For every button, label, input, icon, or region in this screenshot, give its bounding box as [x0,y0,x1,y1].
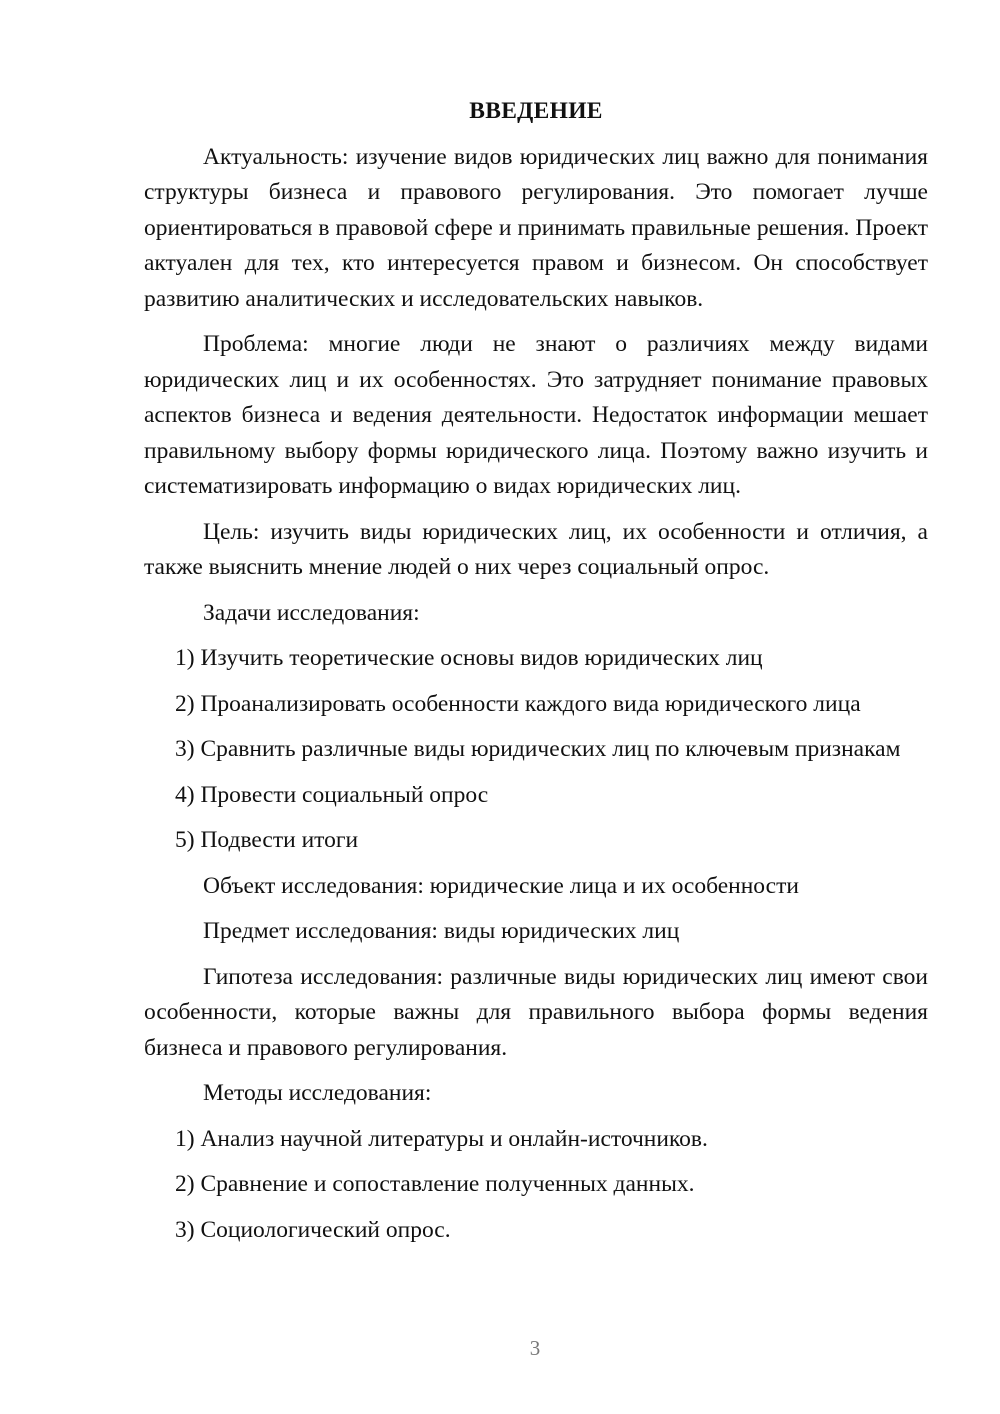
tasks-heading: Задачи исследования: [203,599,420,626]
task-item: 2) Проанализировать особенности каждого вида юридического лица [175,690,861,717]
method-item: 1) Анализ научной литературы и онлайн-источников. [175,1125,708,1152]
task-item: 5) Подвести итоги [175,827,359,853]
task-item: 4) Провести социальный опрос [175,781,489,808]
goal-paragraph: Цель: изучить виды юридических лиц, их особенности и отличия, а также выяснить мнение людей о них через социальный опрос. [144,518,928,580]
section-title: ВВЕДЕНИЕ [469,98,603,124]
task-item: 1) Изучить теоретические основы видов юридических лиц [175,645,763,671]
method-item: 2) Сравнение и сопоставление полученных данных. [175,1171,695,1197]
document-body [144,94,928,1258]
method-item: 3) Социологический опрос. [175,1216,451,1243]
problem-paragraph: Проблема: многие люди не знают о различиях между видами юридических лиц и их особенностях. Это затрудняет понимание правовых аспектов бизнеса и ведения деятельности. Недостаток информации мешает правильному выбору формы юридического лица. Поэтому важно изучить и систематизировать информацию о видах юридических лиц. [144,331,928,499]
methods-heading: Методы исследования: [203,1080,432,1106]
actuality-paragraph: Актуальность: изучение видов юридических лиц важно для понимания структуры бизнеса и правового регулирования. Это помогает лучше ориентироваться в правовой сфере и принимать правильные решения. Проект актуален для тех, кто интересуется правом и бизнесом. Он способствует развитию аналитических и исследовательских навыков. [144,143,928,312]
hypothesis-paragraph: Гипотеза исследования: различные виды юридических лиц имеют свои особенности, которые важны для правильного выбора формы ведения бизнеса и правового регулирования. [144,963,928,1061]
page-number: 3 [529,1336,541,1360]
task-item: 3) Сравнить различные виды юридических лиц по ключевым признакам [175,736,901,762]
object-paragraph: Объект исследования: юридические лица и их особенности [203,872,799,899]
subject-paragraph: Предмет исследования: виды юридических лиц [203,918,680,944]
